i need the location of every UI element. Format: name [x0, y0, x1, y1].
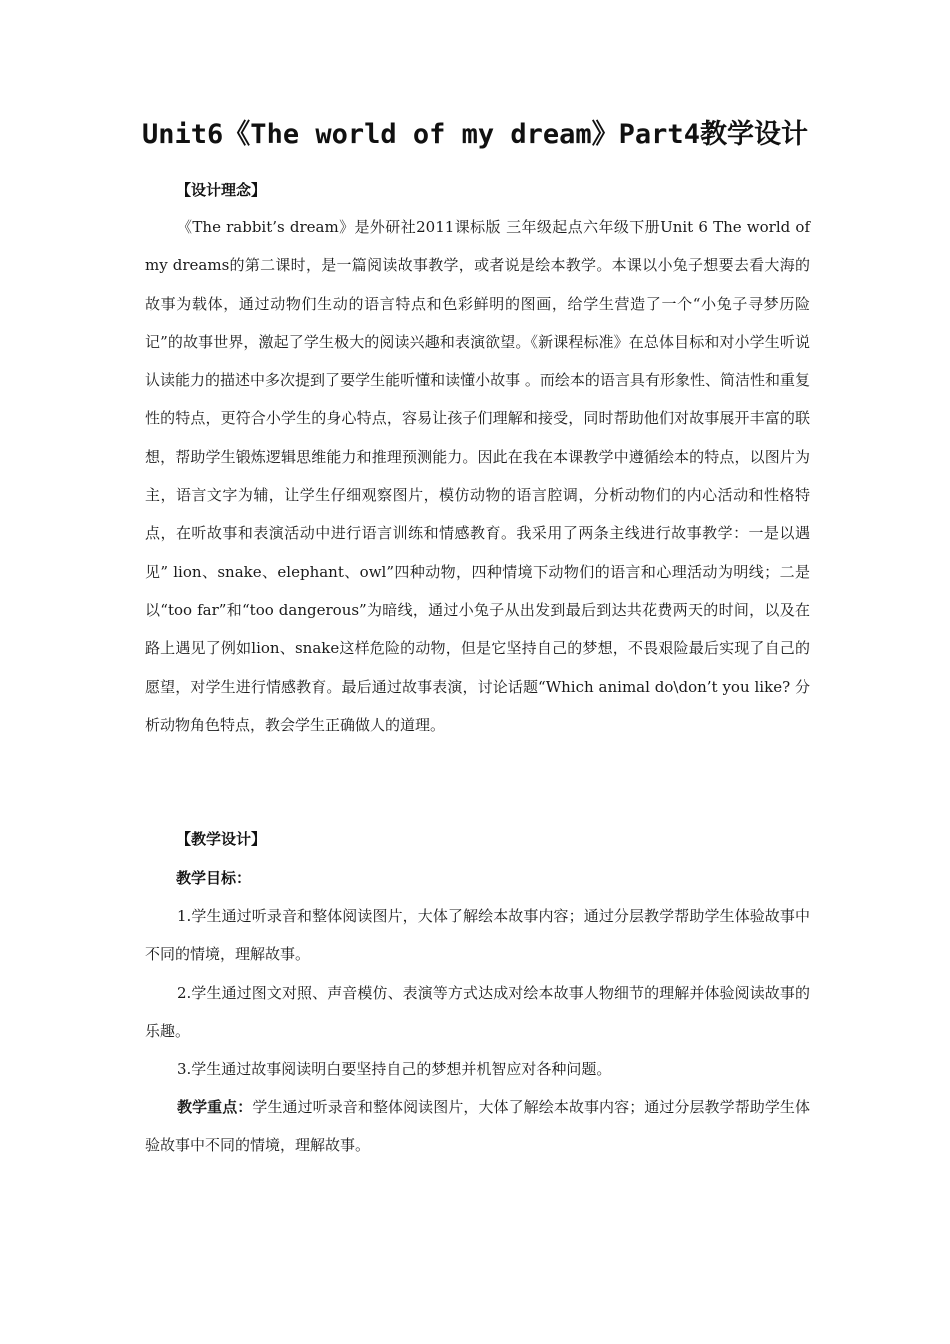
objective-item: 2.学生通过图文对照、声音模仿、表演等方式达成对绘本故事人物细节的理解并体验阅读故事的乐趣。 [145, 983, 810, 1040]
key-point-paragraph [145, 1088, 810, 1165]
document-title: Unit6《The world of my dream》Part4教学设计 [142, 119, 808, 150]
key-point-text: 学生通过听录音和整体阅读图片，大体了解绘本故事内容；通过分层教学帮助学生体验故事中不同的情境，理解故事。 [145, 1098, 810, 1155]
section-heading-teaching-design: 【教学设计】 [176, 830, 267, 848]
objective-item: 1.学生通过听录音和整体阅读图片，大体了解绘本故事内容；通过分层教学帮助学生体验故事中不同的情境，理解故事。 [145, 907, 810, 964]
design-concept-body [145, 208, 810, 744]
objectives-list [145, 897, 810, 1088]
key-point-label: 教学重点： [177, 1098, 253, 1116]
objective-item: 3.学生通过故事阅读明白要坚持自己的梦想并机智应对各种问题。 [177, 1060, 612, 1079]
design-concept-paragraph: 《The rabbit’s dream》是外研社2011课标版 三年级起点六年级下册Unit 6 The world of my dreams的第二课时，是一篇阅读故事教学，或者说是绘本教学。本课以小兔子想要去看大海的故事为载体，通过动物们生动的语言特点和色彩鲜明的图画，给学生营造了一个“小兔子寻梦历险记”的故事世界，激起了学生极大的阅读兴趣和表演欲望。《新课程标准》在总体目标和对小学生听说认读能力的描述中多次提到了要学生能听懂和读懂小故事 。而绘本的语言具有形象性、简洁性和重复性的特点，更符合小学生的身心特点，容易让孩子们理解和接受，同时帮助他们对故事展开丰富的联想，帮助学生锻炼逻辑思维能力和推理预测能力。因此在我在本课教学中遵循绘本的特点，以图片为主，语言文字为辅，让学生仔细观察图片，模仿动物的语言腔调，分析动物们的内心活动和性格特点，在听故事和表演活动中进行语言训练和情感教育。我采用了两条主线进行故事教学：一是以遇见” lion、snake、elephant、owl”四种动物，四种情境下动物们的语言和心理活动为明线；二是以“too far”和“too dangerous”为暗线，通过小兔子从出发到最后到达共花费两天的时间，以及在路上遇见了例如lion、snake这样危险的动物，但是它坚持自己的梦想，不畏艰险最后实现了自己的愿望，对学生进行情感教育。最后通过故事表演，讨论话题“Which animal do\don’t you like? 分析动物角色特点，教会学生正确做人的道理。 [145, 218, 810, 734]
objectives-label: 教学目标： [176, 869, 252, 887]
section-heading-design-concept: 【设计理念】 [176, 181, 267, 199]
key-point-block [145, 1088, 810, 1165]
